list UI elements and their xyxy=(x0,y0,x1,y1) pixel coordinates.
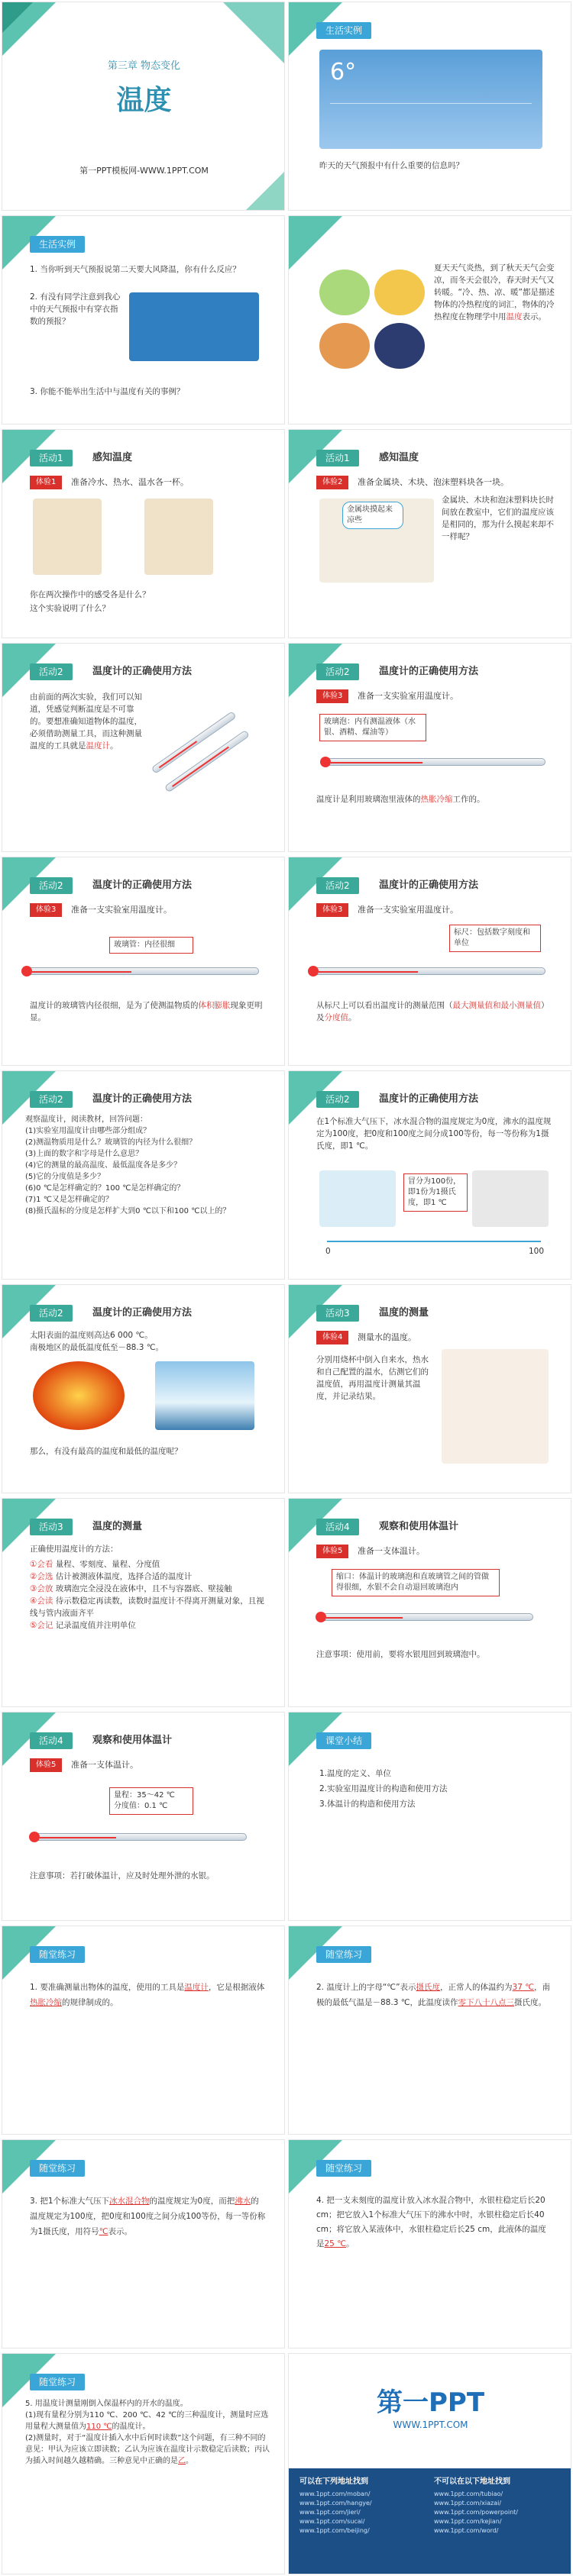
sun-fact: 太阳表面的温度则高达6 000 ℃。 xyxy=(30,1331,153,1340)
chapter-label: 第三章 物态变化 xyxy=(107,60,181,72)
keyword-thermometer: 温度计 xyxy=(86,741,110,751)
winter-image xyxy=(374,323,425,369)
liquid-column xyxy=(319,971,418,973)
slide-activity1-exp1[interactable] xyxy=(2,429,285,638)
answer-text: 110 ℃ xyxy=(86,2423,112,2431)
experiment-badge: 体验5 xyxy=(316,1545,348,1558)
question-1: 1. 当你听到天气预报说第二天要大风降温，你有什么反应？ xyxy=(30,265,241,274)
experiment-badge: 体验3 xyxy=(316,689,348,703)
slide-tag: 随堂练习 xyxy=(30,2374,85,2390)
rule-value: 记录温度值并注明单位 xyxy=(55,1621,136,1630)
slide-tag: 活动2 xyxy=(30,663,73,680)
iceberg-image xyxy=(155,1361,254,1430)
hands-in-water-image-2 xyxy=(144,499,213,575)
slide-tag: 活动2 xyxy=(316,663,359,680)
summary-list xyxy=(319,1766,549,1812)
ad-links-panel xyxy=(289,2468,571,2574)
clinical-thermometer xyxy=(319,1613,533,1621)
slide-tag: 活动1 xyxy=(316,450,359,466)
definition-text: 在1个标准大气压下，冰水混合物的温度规定为0度，沸水的温度规定为100度，把0度和100度之间分成100等份，每一等份称为1摄氏度，即1 ℃。 xyxy=(316,1117,552,1151)
summary-item: 2.实验室用温度计的构造和使用方法 xyxy=(319,1784,448,1793)
slide-exercise-1[interactable] xyxy=(2,1926,285,2135)
slide-title: 感知温度 xyxy=(379,452,419,463)
slide-tag: 随堂练习 xyxy=(316,2160,371,2177)
link-item[interactable]: www.1ppt.com/jieri/ xyxy=(299,2509,361,2516)
thermometer xyxy=(164,730,250,793)
subquestion-1 xyxy=(25,2410,270,2432)
rule-key: ①会看 xyxy=(30,1560,53,1569)
slide-tag: 活动3 xyxy=(30,1519,73,1535)
link-item[interactable]: www.1ppt.com/moban/ xyxy=(299,2490,371,2497)
thermometer xyxy=(324,758,545,766)
description-c: 工作的。 xyxy=(452,795,485,804)
answer-text: ℃ xyxy=(99,2227,108,2236)
link-item[interactable]: www.1ppt.com/tubiao/ xyxy=(434,2490,503,2497)
girl-measuring-image xyxy=(442,1349,549,1464)
question-list xyxy=(25,1114,277,1217)
question-text: 昨天的天气预报中有什么重要的信息吗？ xyxy=(319,161,464,170)
brand-url[interactable]: WWW.1PPT.COM xyxy=(393,2419,468,2430)
slide-cover[interactable] xyxy=(2,2,285,211)
question-intro: 观察温度计，阅读教材，回答问题： xyxy=(25,1115,147,1124)
sun-image xyxy=(33,1361,125,1430)
exercise-text xyxy=(30,1980,267,2010)
division-callout: 冒分为100份，即1份为1摄氏度，即1 ℃ xyxy=(403,1173,468,1212)
slide-tag: 活动2 xyxy=(30,877,73,894)
text-part: 表示。 xyxy=(108,2227,132,2236)
season-text-a: 夏天天气炎热，到了秋天天气会变凉，而冬天会很冷，春天时天气又转暖。 xyxy=(434,263,555,297)
summer-image xyxy=(374,270,425,315)
slide-exercise-3[interactable] xyxy=(2,2139,285,2348)
axis-label-0: 0 xyxy=(325,1247,331,1256)
description-text xyxy=(30,999,267,1024)
bulb xyxy=(21,966,32,976)
text-part: 1. 要准确测量出物体的温度，使用的工具是 xyxy=(30,1983,185,1992)
link-item[interactable]: www.1ppt.com/beijing/ xyxy=(299,2527,370,2534)
experiment-text: 准备一支实验室用温度计。 xyxy=(358,905,458,915)
question-text-2: 这个实验说明了什么？ xyxy=(30,604,110,613)
exercise-text xyxy=(316,2193,553,2252)
slide-title: 观察和使用体温计 xyxy=(379,1521,459,1532)
text-part: 的规律制成的。 xyxy=(62,1998,118,2007)
slide-tag: 随堂练习 xyxy=(30,1946,85,1963)
answer-text: 摄氏度 xyxy=(416,1983,441,1992)
note-text: 注意事项：使用前，要将水银甩回到玻璃泡中。 xyxy=(316,1650,485,1659)
slide-correct-use[interactable] xyxy=(2,1498,285,1707)
rule-key: ②会选 xyxy=(30,1572,53,1581)
answer-text: 沸水 xyxy=(235,2197,251,2206)
corner-decoration xyxy=(289,216,342,270)
text-part: ，正常人的体温约为 xyxy=(440,1983,513,1992)
spacer xyxy=(2,2,86,19)
question-item: (6)0 ℃是怎样确定的？100 ℃是怎样确定的？ xyxy=(25,1184,185,1193)
slide-tag: 随堂练习 xyxy=(30,2160,85,2177)
question-item: (5)它的分度值是多少？ xyxy=(25,1173,105,1181)
slide-title: 温度的测量 xyxy=(379,1307,429,1319)
link-item[interactable]: www.1ppt.com/hangye/ xyxy=(299,2500,372,2507)
answer-text: 37 ℃ xyxy=(512,1983,535,1992)
question-text: 那么，有没有最高的温度和最低的温度呢？ xyxy=(30,1447,183,1456)
rule-item xyxy=(30,1619,267,1632)
text-part: (2)测量时，对于“温度计插入水中后何时读数”这个问题，有三种不同的意见：甲认为应该立即读数；乙认为应该在温度计示数稳定后读数；丙认为插入时间越久越精确。三种意见中正确的是 xyxy=(25,2434,270,2465)
bulb xyxy=(320,757,331,767)
question-2: 2. 有没有同学注意到我心中的天气预报中有穿衣指数的预报？ xyxy=(30,292,121,326)
brand-logo: 第一PPT xyxy=(376,2387,485,2418)
slide-title: 观察和使用体温计 xyxy=(92,1735,173,1746)
liquid-column xyxy=(326,1617,403,1619)
corner-decoration xyxy=(246,172,284,210)
axis-label-100: 100 xyxy=(529,1247,545,1256)
hands-in-water-image xyxy=(33,499,102,575)
season-text xyxy=(434,262,556,323)
description-text xyxy=(316,793,553,805)
bulb xyxy=(308,966,319,976)
footer-text: 第一PPT模板网-WWW.1PPT.COM xyxy=(79,166,209,176)
thermometer xyxy=(25,967,259,975)
link-item[interactable]: www.1ppt.com/xiazai/ xyxy=(434,2500,502,2507)
slide-title: 温度计的正确使用方法 xyxy=(92,1307,193,1319)
description-c: ）及 xyxy=(316,1001,549,1022)
question-item: (1)实验室用温度计由哪些部分组成？ xyxy=(25,1127,151,1135)
rule-value: 量程、零刻度、量程、分度值 xyxy=(55,1560,160,1569)
slide-activity2-intro[interactable] xyxy=(2,643,285,852)
weather-forecast-image xyxy=(319,50,542,149)
answer-text: 零下八十八点三 xyxy=(458,1998,515,2007)
spring-image xyxy=(319,270,370,315)
slide-exercise-2[interactable] xyxy=(288,1926,571,2135)
slide-tube[interactable] xyxy=(2,857,285,1066)
experiment-text: 准备一支体温计。 xyxy=(71,1760,138,1770)
experiment-badge: 体验3 xyxy=(30,903,62,917)
rule-item xyxy=(30,1558,267,1570)
experiment-text: 准备一支实验室用温度计。 xyxy=(71,905,172,915)
exercise-text xyxy=(25,2398,270,2467)
exercise-text xyxy=(30,2193,267,2239)
division-text: 分度值：0.1 ℃ xyxy=(114,1802,168,1810)
antarctic-fact: 南极地区的最低温度低至－88.3 ℃。 xyxy=(30,1343,164,1352)
slide-title: 温度计的正确使用方法 xyxy=(92,880,193,891)
slide-celsius[interactable] xyxy=(288,1070,571,1280)
rule-list xyxy=(30,1558,267,1632)
slide-activity1-exp2[interactable] xyxy=(288,429,571,638)
slide-tag: 生活实例 xyxy=(316,22,371,39)
rule-value: 估计被测液体温度，选择合适的温度计 xyxy=(55,1572,193,1581)
season-text-b: “冷、热、凉、暖”都是描述物体的冷热程度的词汇，物体的冷热程度在物理学中用 xyxy=(434,288,555,321)
rule-value: 玻璃泡完全浸没在液体中，且不与容器底、壁接触 xyxy=(55,1584,232,1593)
intro-text: 正确使用温度计的方法： xyxy=(30,1545,118,1554)
scale-axis xyxy=(327,1241,541,1242)
slide-exercise-5[interactable] xyxy=(2,2353,285,2574)
season-text-d: 表示。 xyxy=(522,312,546,321)
slide-title: 温度计的正确使用方法 xyxy=(379,1093,479,1105)
corner-decoration xyxy=(223,2,284,63)
slide-tag: 活动3 xyxy=(316,1305,359,1322)
text-part: 2. 温度计上的字母“℃”表示 xyxy=(316,1983,416,1992)
slide-life-example-1[interactable] xyxy=(2,215,285,424)
answer-text: 温度计 xyxy=(184,1983,209,1992)
ad-header xyxy=(289,2354,571,2468)
slide-title: 温度计的正确使用方法 xyxy=(92,1093,193,1105)
keyword-range: 最大测量值和最小测量值 xyxy=(452,1001,541,1010)
liquid-column xyxy=(40,1837,116,1838)
slide-tag: 活动4 xyxy=(316,1519,359,1535)
experiment-text: 准备冷水、热水、温水各一杯。 xyxy=(71,477,189,487)
experiment-badge: 体验4 xyxy=(316,1331,348,1344)
slide-tag: 随堂练习 xyxy=(316,1946,371,1963)
rule-key: ③会放 xyxy=(30,1584,53,1593)
range-text: 量程：35～42 ℃ xyxy=(114,1791,175,1800)
text-part: 摄氏度。 xyxy=(514,1998,547,2007)
slide-tag: 活动2 xyxy=(30,1091,73,1108)
question-item: (8)摄氏温标的分度是怎样扩大到0 ℃以下和100 ℃以上的？ xyxy=(25,1207,231,1215)
slide-title: 感知温度 xyxy=(92,452,133,463)
experiment-badge: 体验2 xyxy=(316,476,348,489)
subquestion-2 xyxy=(25,2432,270,2467)
link-item[interactable]: www.1ppt.com/word/ xyxy=(434,2527,499,2534)
slide-title: 温度计的正确使用方法 xyxy=(379,880,479,891)
rule-item xyxy=(30,1583,267,1595)
question-stem: 5. 用温度计测量刚倒入保温杯内的开水的温度。 xyxy=(25,2400,188,2408)
intro-text-b: 要想准确知道物体的温度，必须借助测量工具，而这种测量温度的工具就是 xyxy=(30,717,142,751)
slide-tag: 活动4 xyxy=(30,1732,73,1749)
keyword-division: 分度值 xyxy=(324,1013,348,1022)
keyword-volume-expansion: 体积膨胀 xyxy=(198,1001,231,1010)
constriction-callout: 缩口：体温计的玻璃泡和直玻璃管之间的管做得很细，水银不会自动退回玻璃泡内 xyxy=(332,1569,500,1596)
slide-clinical-1[interactable] xyxy=(288,1498,571,1707)
text-part: (1)现有量程分别为110 ℃、200 ℃、42 ℃的三种温度计，测量时应选用量程大测量值为 xyxy=(25,2411,269,2431)
experiment-text: 准备金属块、木块、泡沫塑料块各一块。 xyxy=(358,477,509,487)
autumn-image xyxy=(319,323,370,369)
slide-summary[interactable] xyxy=(288,1712,571,1921)
slide-tag: 活动2 xyxy=(316,877,359,894)
slide-tag: 活动1 xyxy=(30,450,73,466)
slide-tag: 活动2 xyxy=(316,1091,359,1108)
slide-title: 温度计的正确使用方法 xyxy=(379,666,479,677)
question-item: (2)测温物质用是什么？玻璃管的内径为什么很细？ xyxy=(25,1138,197,1147)
bulb xyxy=(29,1832,40,1842)
description-a: 从标尺上可以看出温度计的测量范围（ xyxy=(316,1001,453,1010)
link-item[interactable]: www.1ppt.com/powerpoint/ xyxy=(434,2509,518,2516)
speech-bubble: 金属块摸起来凉些 xyxy=(342,502,403,529)
explanation-text: 金属块、木块和泡沫塑料块长时间放在教室中，它们的温度应该是相同的，那为什么摸起来却不一样呢？ xyxy=(442,496,554,541)
description-a: 温度计的玻璃管内径很细，是为了使测温物质的 xyxy=(30,1001,199,1010)
range-callout xyxy=(109,1787,193,1815)
slide-bulb[interactable] xyxy=(288,643,571,852)
page-title: 温度 xyxy=(116,85,172,116)
rule-item xyxy=(30,1570,267,1583)
slide-exercise-4[interactable] xyxy=(288,2139,571,2348)
link-item[interactable]: www.1ppt.com/sucai/ xyxy=(299,2518,365,2525)
slide-questions[interactable] xyxy=(2,1070,285,1280)
text-part: 。 xyxy=(346,2239,354,2248)
question-item: (7)1 ℃又是怎样确定的？ xyxy=(25,1196,113,1204)
text-part: ，南极的最低气温是－88.3 ℃，此温度读作 xyxy=(316,1983,551,2007)
slide-tag: 生活实例 xyxy=(30,236,85,253)
slide-extremes[interactable] xyxy=(2,1284,285,1493)
exercise-text xyxy=(316,1980,553,2010)
thermometers-image xyxy=(134,686,277,830)
intro-text xyxy=(30,691,144,752)
text-part: 的温度规定为0度，而把 xyxy=(149,2197,235,2206)
slide-title: 温度计的正确使用方法 xyxy=(92,666,193,677)
slide-measure-water[interactable] xyxy=(288,1284,571,1493)
question-item: (3)上面的数字和字母是什么意思？ xyxy=(25,1150,144,1158)
slide-ad[interactable] xyxy=(288,2353,571,2574)
column-heading-2: 不可以在以下地址找到 xyxy=(434,2478,510,2486)
instruction-text: 分别用烧杯中倒入自来水，热水和自己配置的温水，估测它们的温度值，再用温度计测量其温度，并记录结果。 xyxy=(316,1355,429,1401)
experiment-badge: 体验3 xyxy=(316,903,348,917)
clinical-thermometer xyxy=(33,1833,247,1841)
rule-key: ⑤会记 xyxy=(30,1621,53,1630)
experiment-text: 准备一支实验室用温度计。 xyxy=(358,691,458,701)
summary-item: 3.体温计的构造和使用方法 xyxy=(319,1800,416,1809)
bulb-callout: 玻璃泡：内有测温液体（水银、酒精、煤油等） xyxy=(319,714,426,741)
description-e: 。 xyxy=(348,1013,357,1022)
clothing-index-image xyxy=(129,292,259,361)
note-text: 注意事项：若打破体温计，应及时处理外泄的水银。 xyxy=(30,1871,215,1880)
description-c: 现象更明显。 xyxy=(30,1001,263,1022)
slide-clinical-2[interactable] xyxy=(2,1712,285,1921)
slide-title: 温度的测量 xyxy=(92,1521,143,1532)
column-heading-1: 可以在下列地址找到 xyxy=(299,2478,368,2486)
experiment-badge: 体验5 xyxy=(30,1758,62,1772)
answer-text: 25 ℃ xyxy=(324,2239,346,2248)
tube-callout: 玻璃管：内径很细 xyxy=(109,937,193,954)
rule-value: 待示数稳定再读数，读数时温度计不得离开测量对象，且视线与管内液面齐平 xyxy=(30,1596,264,1618)
keyword-temperature: 温度 xyxy=(506,312,523,321)
slide-scale[interactable] xyxy=(288,857,571,1066)
forecast-strip xyxy=(330,103,532,134)
link-item[interactable]: www.1ppt.com/kejian/ xyxy=(434,2518,502,2525)
link-list-1 xyxy=(299,2490,429,2536)
liquid-column xyxy=(331,762,422,763)
slide-tag: 活动2 xyxy=(30,1305,73,1322)
slide-tag: 课堂小结 xyxy=(316,1732,371,1749)
slide-life-example-2[interactable] xyxy=(288,215,571,424)
answer-text: 热胀冷缩 xyxy=(30,1998,62,2007)
text-part: 的温度计。 xyxy=(112,2423,151,2431)
experiment-badge: 体验1 xyxy=(30,476,62,489)
intro-text-d: 。 xyxy=(110,741,118,751)
answer-text: 乙 xyxy=(178,2457,186,2465)
ice-water-image xyxy=(319,1170,396,1227)
experiment-text: 准备一支体温计。 xyxy=(358,1546,425,1556)
question-text: 你在两次操作中的感受各是什么？ xyxy=(30,590,151,599)
scale-callout: 标尺：包括数字刻度和单位 xyxy=(449,925,541,952)
text-part: ，它是根据液体 xyxy=(208,1983,265,1992)
link-list-2 xyxy=(434,2490,564,2536)
text-part: 。 xyxy=(186,2457,193,2465)
rule-item xyxy=(30,1595,267,1619)
text-part: 3. 把1个标准大气压下 xyxy=(30,2197,110,2206)
slide-weather[interactable] xyxy=(288,2,571,211)
text-part: 的温度规定为100度，把0度和100度之间分成100等份，每一等份称为1摄氏度，用符号 xyxy=(30,2197,266,2236)
rule-key: ④会读 xyxy=(30,1596,53,1606)
keyword-expansion: 热胀冷缩 xyxy=(420,795,453,804)
thermometer xyxy=(312,967,545,975)
description-a: 温度计是利用玻璃泡里液体的 xyxy=(316,795,421,804)
description-text xyxy=(316,999,553,1024)
boiling-water-image xyxy=(472,1170,549,1227)
liquid-column xyxy=(32,971,131,973)
summary-item: 1.温度的定义、单位 xyxy=(319,1769,392,1778)
experiment-text: 测量水的温度。 xyxy=(358,1332,416,1342)
temperature-reading: 6° xyxy=(330,59,357,86)
liquid-column xyxy=(159,741,197,768)
answer-text: 冰水混合物 xyxy=(109,2197,150,2206)
text-part: 4. 把一支未刻度的温度计放入冰水混合物中，水银柱稳定后长20 cm；把它放入1个标准大气压下的沸水中时，水银柱稳定后长40 cm；将它放入某液体中，水银柱稳定后长25 cm，此液体的温度是 xyxy=(316,2196,546,2248)
question-3: 3. 你能不能举出生活中与温度有关的事例？ xyxy=(30,387,185,396)
question-item: (4)它的测量的最高温度、最低温度各是多少？ xyxy=(25,1161,182,1170)
intro-text-a: 由前面的两次实验，我们可以知道，凭感觉判断温度是不可靠的。 xyxy=(30,692,142,726)
bulb xyxy=(316,1612,326,1622)
